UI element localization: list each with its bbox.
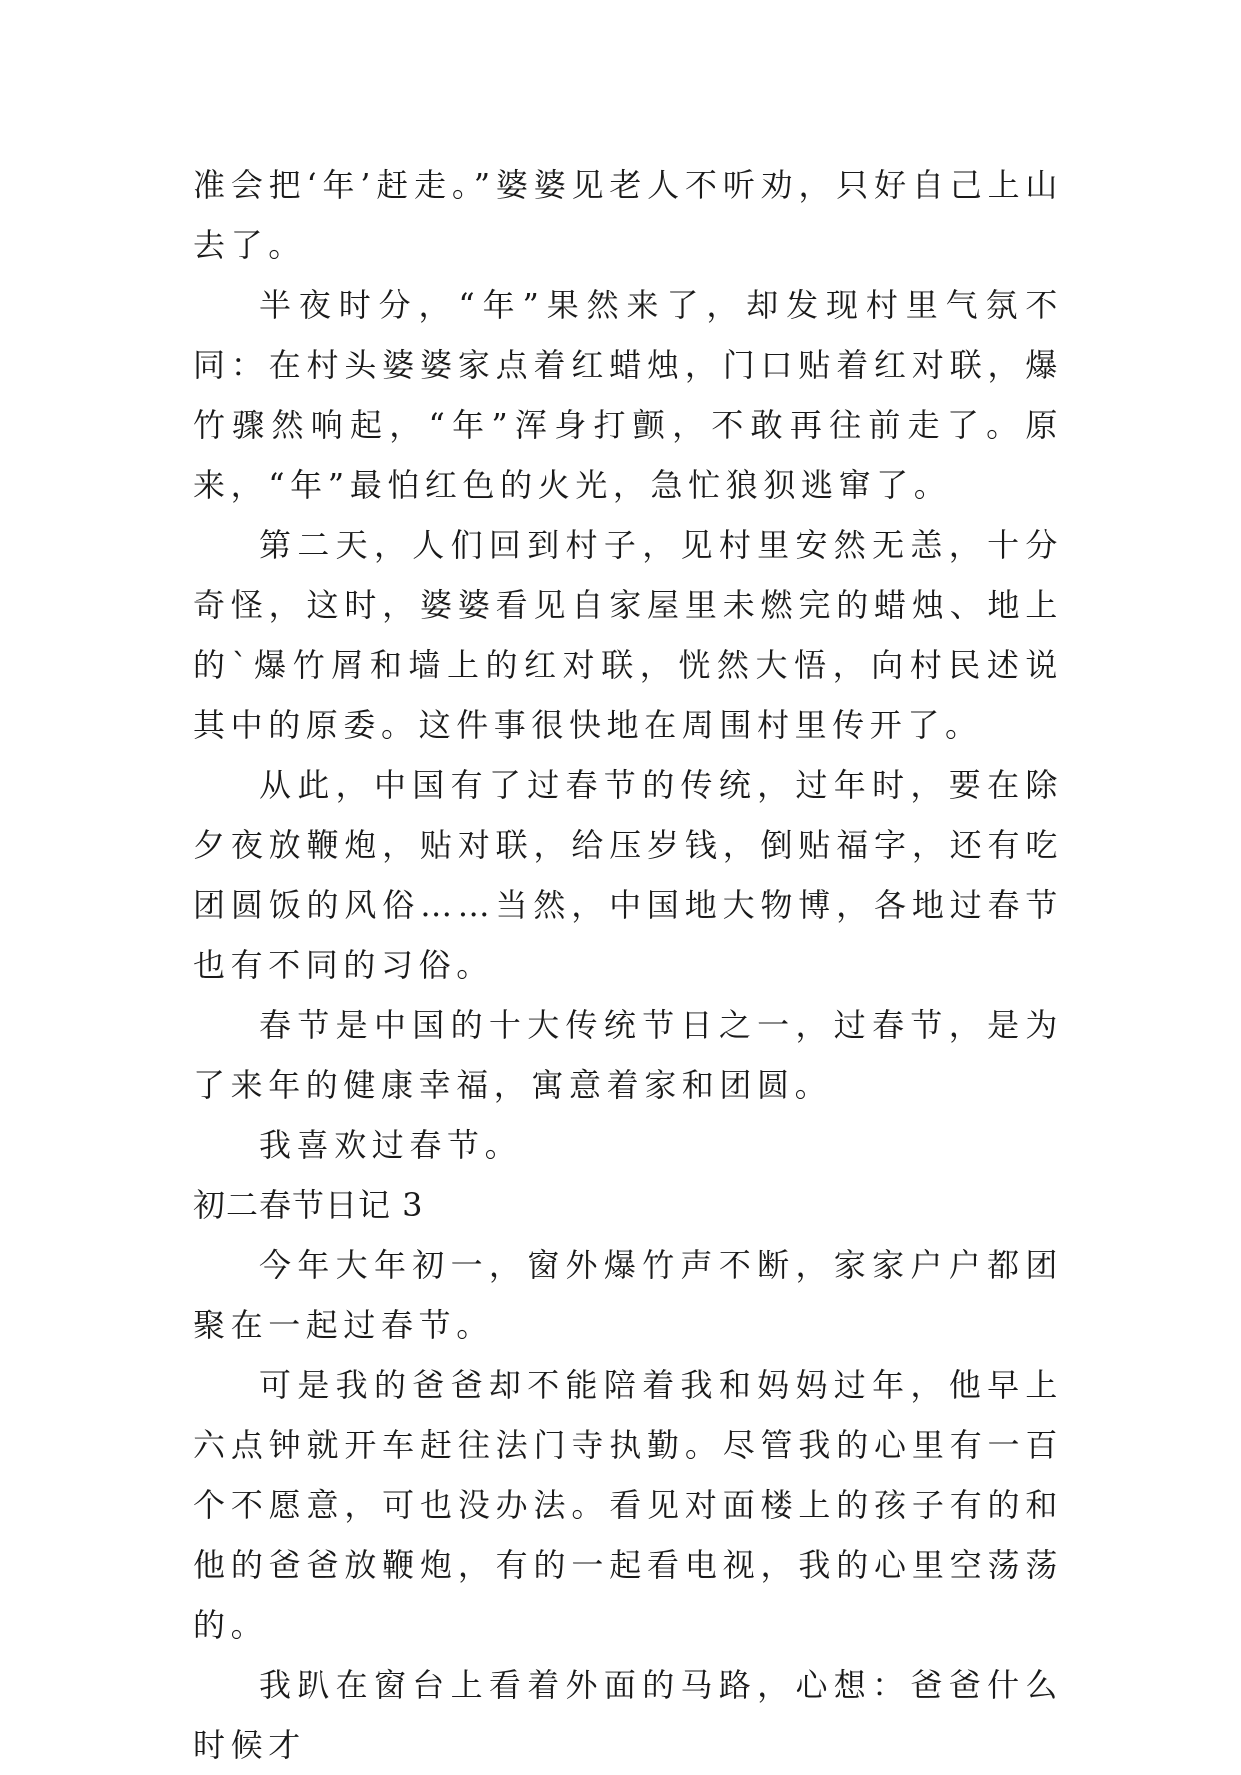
paragraph: 今年大年初一，窗外爆竹声不断，家家户户都团聚在一起过春节。	[193, 1246, 1063, 1344]
paragraph: 可是我的爸爸却不能陪着我和妈妈过年，他早上六点钟就开车赶往法门寺执勤。尽管我的心里有一百个不愿意，可也没办法。看见对面楼上的孩子有的和他的爸爸放鞭炮，有的一起看电视，我的心里空荡荡的。	[193, 1366, 1063, 1644]
document-body	[193, 155, 1063, 1775]
section-heading: 初二春节日记 3	[193, 1186, 424, 1224]
paragraph: 我趴在窗台上看着外面的马路，心想：爸爸什么时候才	[193, 1666, 1063, 1764]
paragraph: 春节是中国的十大传统节日之一，过春节，是为了来年的健康幸福，寓意着家和团圆。	[193, 1006, 1063, 1104]
paragraph: 从此，中国有了过春节的传统，过年时，要在除夕夜放鞭炮，贴对联，给压岁钱，倒贴福字，还有吃团圆饭的风俗……当然，中国地大物博，各地过春节也有不同的习俗。	[193, 766, 1063, 984]
paragraph: 我喜欢过春节。	[259, 1126, 523, 1164]
paragraph: 准会把‘年’赶走。”婆婆见老人不听劝，只好自己上山去了。	[193, 166, 1063, 264]
paragraph: 半夜时分，“年”果然来了，却发现村里气氛不同：在村头婆婆家点着红蜡烛，门口贴着红对联，爆竹骤然响起，“年”浑身打颤，不敢再往前走了。原来，“年”最怕红色的火光，急忙狼狈逃窜了。	[193, 286, 1063, 504]
paragraph: 第二天，人们回到村子，见村里安然无恙，十分奇怪，这时，婆婆看见自家屋里未燃完的蜡烛、地上的`爆竹屑和墙上的红对联，恍然大悟，向村民述说其中的原委。这件事很快地在周围村里传开了。	[193, 526, 1063, 744]
